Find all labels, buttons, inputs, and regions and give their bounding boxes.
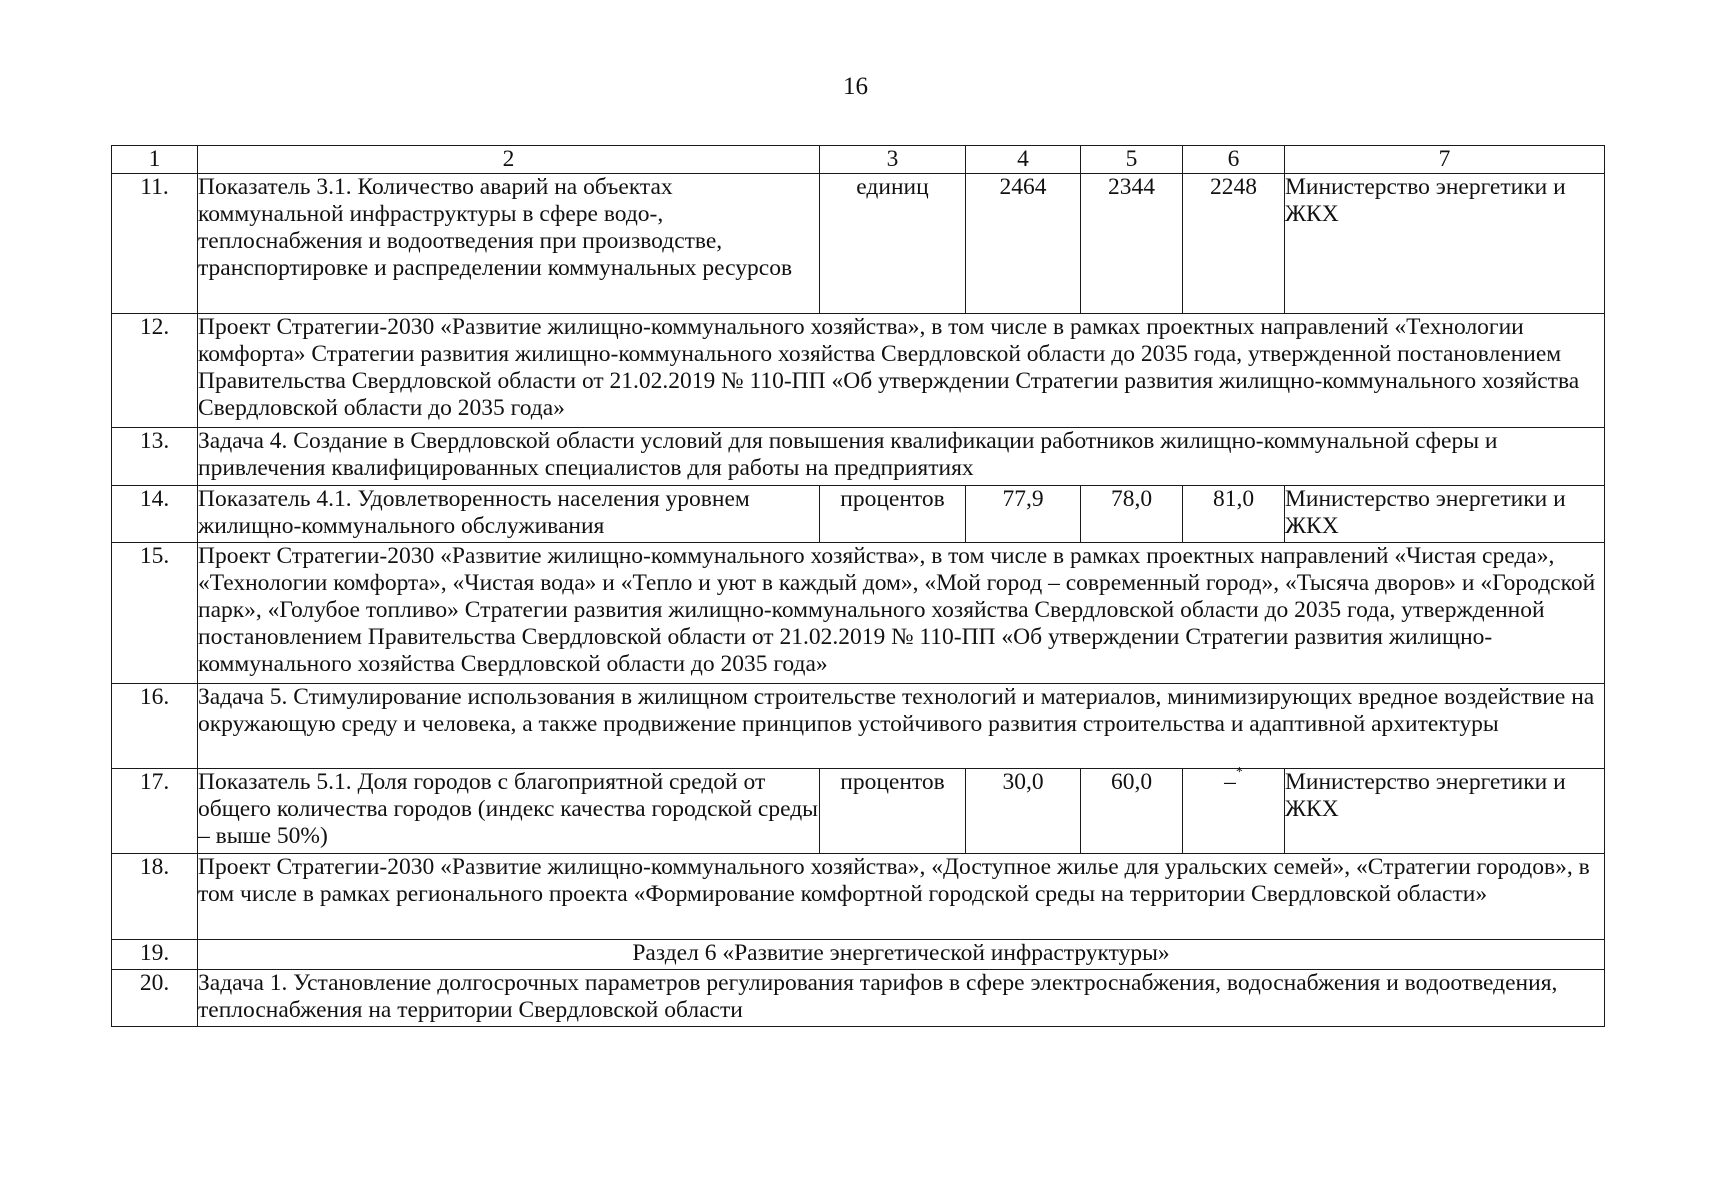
project-description: Проект Стратегии-2030 «Развитие жилищно-коммунального хозяйства», «Доступное жилье для уральских семей», «Стратегии городов», в том числе в рамках регионального проекта «Формирование комфортной городской среды на территории Свердловской области»: [198, 854, 1605, 940]
unit-cell: единиц: [820, 174, 966, 314]
indicator-name: Показатель 4.1. Удовлетворенность населения уровнем жилищно-коммунального обслуживания: [198, 486, 820, 543]
project-description: Проект Стратегии-2030 «Развитие жилищно-коммунального хозяйства», в том числе в рамках проектных направлений «Чистая среда», «Технологии комфорта», «Чистая вода» и «Тепло и уют в каждый дом», «Мой город – современный город», «Тысяча дворов» и «Городской парк», «Голубое топливо» Стратегии развития жилищно-коммунального хозяйства Свердловской области до 2035 года, утвержденной постановлением Правительства Свердловской области от 21.02.2019 № 110-ПП «Об утверждении Стратегии развития жилищно-коммунального хозяйства Свердловской области до 2035 года»: [198, 543, 1605, 684]
table-header-row: [112, 146, 1605, 174]
column-header: 6: [1183, 146, 1285, 174]
indicator-name: Показатель 5.1. Доля городов с благоприятной средой от общего количества городов (индекс качества городской среды – выше 50%): [198, 769, 820, 854]
table-row: [112, 428, 1605, 486]
indicators-table: [111, 145, 1605, 1027]
column-header: 2: [198, 146, 820, 174]
row-number: 15.: [112, 543, 198, 684]
responsible-org: Министерство энергетики и ЖКХ: [1285, 769, 1605, 854]
project-description: Проект Стратегии-2030 «Развитие жилищно-коммунального хозяйства», в том числе в рамках проектных направлений «Технологии комфорта» Стратегии развития жилищно-коммунального хозяйства Свердловской области до 2035 года, утвержденной постановлением Правительства Свердловской области от 21.02.2019 № 110-ПП «Об утверждении Стратегии развития жилищно-коммунального хозяйства Свердловской области до 2035 года»: [198, 314, 1605, 428]
responsible-org: Министерство энергетики и ЖКХ: [1285, 174, 1605, 314]
value-cell: 81,0: [1183, 486, 1285, 543]
value-cell-with-note: [1183, 765, 1285, 854]
row-number: 18.: [112, 854, 198, 940]
section-title: Раздел 6 «Развитие энергетической инфраструктуры»: [198, 940, 1605, 970]
column-header: 4: [966, 146, 1081, 174]
column-header: 1: [112, 146, 198, 174]
value-cell: 30,0: [966, 769, 1081, 854]
value-cell: 78,0: [1081, 486, 1183, 543]
table-row: [112, 970, 1605, 1027]
footnote-mark: *: [1235, 765, 1243, 781]
indicator-name: Показатель 3.1. Количество аварий на объектах коммунальной инфраструктуры в сфере водо-, теплоснабжения и водоотведения при производстве, транспортировке и распределении коммунальных ресурсов: [198, 174, 820, 314]
page-number: 16: [843, 73, 868, 100]
column-header: 3: [820, 146, 966, 174]
value-cell: 77,9: [966, 486, 1081, 543]
task-description: Задача 1. Установление долгосрочных параметров регулирования тарифов в сфере электроснабжения, водоснабжения и водоотведения, теплоснабжения на территории Свердловской области: [198, 970, 1605, 1027]
row-number: 20.: [112, 970, 198, 1027]
table-row: [112, 486, 1605, 543]
value-cell: 60,0: [1081, 769, 1183, 854]
row-number: 17.: [112, 769, 198, 854]
table-row: [112, 854, 1605, 940]
table-row: [112, 543, 1605, 684]
unit-cell: процентов: [820, 486, 966, 543]
row-number: 19.: [112, 940, 198, 970]
task-description: Задача 5. Стимулирование использования в жилищном строительстве технологий и материалов, минимизирующих вредное воздействие на окружающую среду и человека, а также продвижение принципов устойчивого развития строительства и адаптивной архитектуры: [198, 684, 1605, 769]
table-row: [112, 174, 1605, 314]
row-number: 13.: [112, 428, 198, 486]
row-number: 11.: [112, 174, 198, 314]
column-header: 7: [1285, 146, 1605, 174]
row-number: 16.: [112, 684, 198, 769]
unit-cell: процентов: [820, 769, 966, 854]
table-row: [112, 684, 1605, 769]
value-cell: 2344: [1081, 174, 1183, 314]
table-row: [112, 769, 1605, 854]
table-row: [112, 940, 1605, 970]
dash-value: –: [1224, 769, 1236, 795]
row-number: 14.: [112, 486, 198, 543]
table-row: [112, 314, 1605, 428]
responsible-org: Министерство энергетики и ЖКХ: [1285, 486, 1605, 543]
column-header: 5: [1081, 146, 1183, 174]
value-cell: 2248: [1183, 174, 1285, 314]
task-description: Задача 4. Создание в Свердловской области условий для повышения квалификации работников жилищно-коммунальной сферы и привлечения квалифицированных специалистов для работы на предприятиях: [198, 428, 1605, 486]
value-cell: 2464: [966, 174, 1081, 314]
row-number: 12.: [112, 314, 198, 428]
